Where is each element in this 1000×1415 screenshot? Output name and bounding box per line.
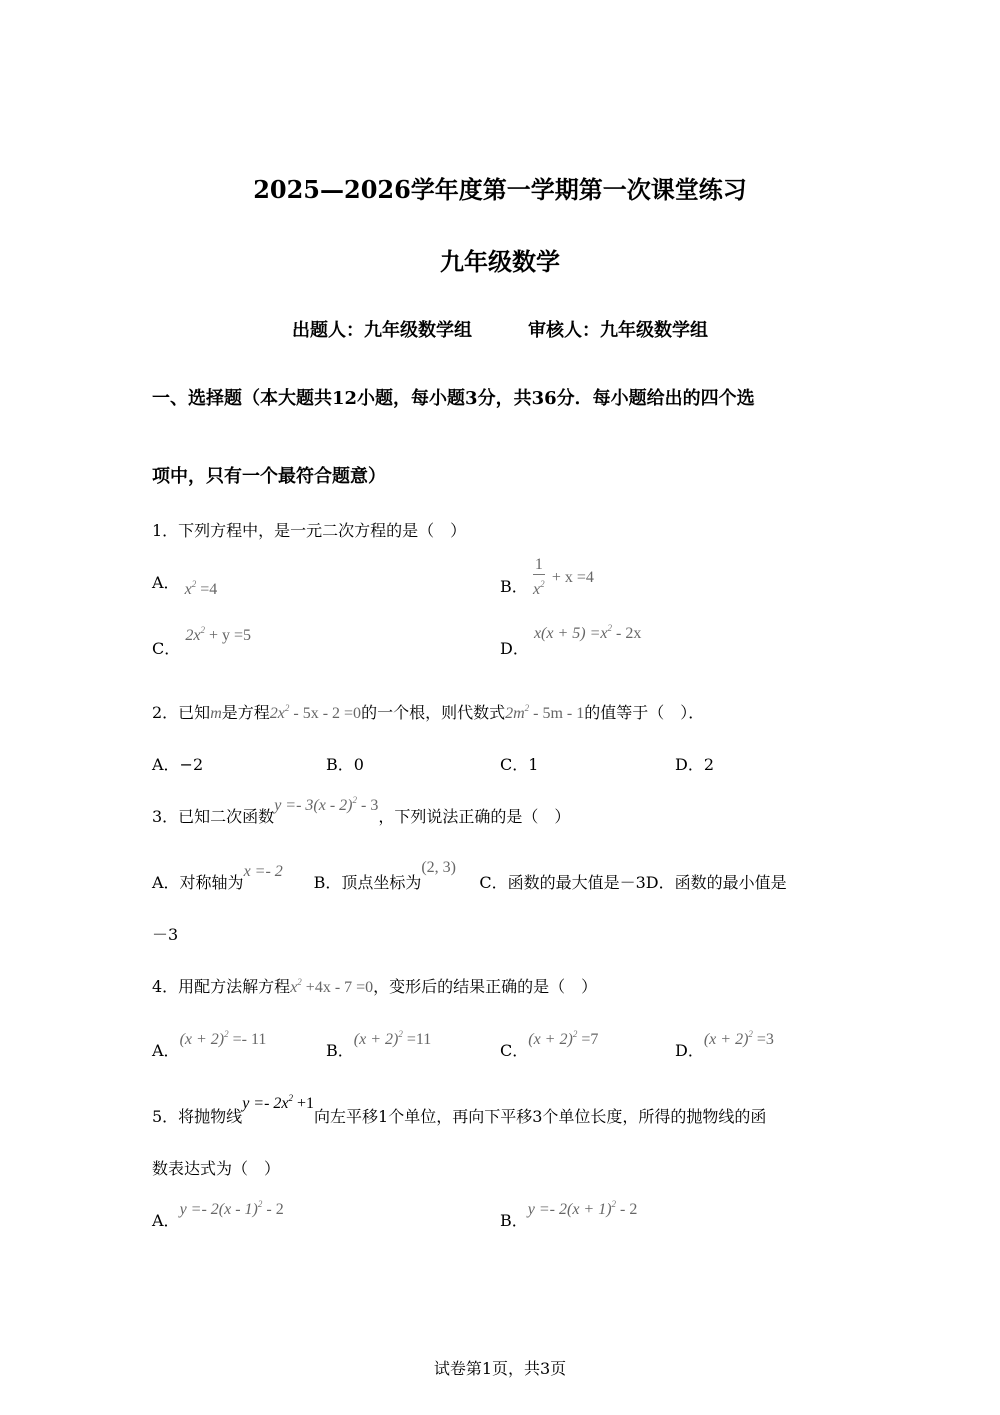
math-expression: $x^2 =4$ (184, 579, 218, 598)
q5-option-b: B．$y =- 2(x + 1)^2 - 2$ (500, 1199, 638, 1230)
q3-option-a: A．对称轴为 (152, 873, 244, 892)
math-expression: $2m^2 - 5m - 1$ (505, 703, 585, 722)
question-1-stem: 1．下列方程中，是一元二次方程的是（ ） (152, 521, 467, 540)
q1-option-c (152, 622, 251, 658)
q4-option-d: D．$(x + 2)^2 =3$ (675, 1029, 774, 1060)
math-expression: $y =- 2x^2 +1$ (242, 1093, 315, 1112)
q3-option-continuation: －3 (152, 925, 179, 944)
q3-option-cd: C．函数的最大值是－3D．函数的最小值是 (479, 873, 787, 892)
question-3-options (152, 859, 787, 893)
math-expression: x =- 2 (243, 863, 283, 880)
option-label: D． (500, 639, 529, 658)
q2-option-c: C．1 (500, 755, 539, 774)
math-expression: $x^2 +4x - 7 =0$ (290, 977, 374, 996)
q1-option-d (500, 620, 642, 658)
q1-option-b (500, 556, 594, 599)
author-label: 出题人：九年级数学组 (292, 320, 472, 341)
q2-option-b: B．0 (326, 755, 364, 774)
math-expression: $(x + 2)^2 =3$ (703, 1029, 774, 1048)
option-label: A． (152, 573, 180, 592)
math-expression: (2, 3) (421, 859, 456, 876)
question-2-stem: 2．已知m是方程$2x^2 - 5x - 2 =0$的一个根，则代数式$2m^2 - 5m - 1$的值等于（ ）． (152, 703, 705, 722)
math-expression: $2x^2 - 5x - 2 =0$ (269, 703, 362, 722)
q5-option-a: A．y =- 2(x - 1)$^2$ - 2 (152, 1199, 284, 1230)
math-expression: y =- 3(x - 2)$^2$ - 3 (274, 795, 379, 814)
math-expression: $(x + 2)^2 =- 11$ (179, 1029, 267, 1048)
math-expression: $2x^2 + y =5$ (185, 625, 251, 644)
math-expression: + x =4 (547, 569, 594, 586)
math-expression: $(x + 2)^2 =11$ (353, 1029, 432, 1048)
reviewer-label: 审核人：九年级数学组 (528, 320, 708, 341)
math-expression: $x(x + 5) =x^2 - 2x$ (533, 623, 642, 642)
q2-option-a: A．−2 (152, 755, 204, 774)
question-4-stem: 4．用配方法解方程$x^2 +4x - 7 =0$，变形后的结果正确的是（ ） (152, 977, 598, 996)
q4-option-a: A．$(x + 2)^2 =- 11$ (152, 1029, 267, 1060)
page-footer: 试卷第1页，共3页 (433, 1359, 567, 1378)
q2-option-d: D．2 (675, 755, 715, 774)
question-5-stem: 5．将抛物线$y =- 2x^2 +1$向左平移1个单位，再向下平移3个单位长度，所得的抛物线的函 (152, 1093, 767, 1126)
q3-option-b: B．顶点坐标为 (313, 873, 422, 892)
math-expression: $y =- 2(x + 1)^2 - 2$ (527, 1199, 638, 1218)
section-heading-line1: 一、选择题（本大题共12小题，每小题3分，共36分．每小题给出的四个选 (152, 388, 755, 409)
option-label: C． (152, 639, 181, 658)
math-fraction: $\frac{1}{x^2}$ (533, 556, 545, 598)
math-expression: $(x + 2)^2 =7$ (528, 1029, 599, 1048)
section-heading-line2: 项中，只有一个最符合题意） (152, 466, 386, 487)
exam-authors (0, 316, 1000, 342)
exam-title: 2025—2026学年度第一学期第一次课堂练习 (253, 175, 747, 204)
option-label: B． (500, 577, 528, 596)
q4-option-c: C．$(x + 2)^2 =7$ (500, 1029, 599, 1060)
math-variable: m (210, 705, 222, 722)
q4-option-b: B．$(x + 2)^2 =11$ (326, 1029, 432, 1060)
exam-subtitle: 九年级数学 (440, 247, 560, 276)
question-5-stem-line2: 数表达式为（ ） (152, 1159, 281, 1178)
math-expression: y =- 2(x - 1)$^2$ - 2 (179, 1199, 284, 1218)
q1-option-a (152, 570, 218, 598)
question-3-stem: 3．已知二次函数y =- 3(x - 2)$^2$ - 3，下列说法正确的是（ ） (152, 795, 571, 826)
